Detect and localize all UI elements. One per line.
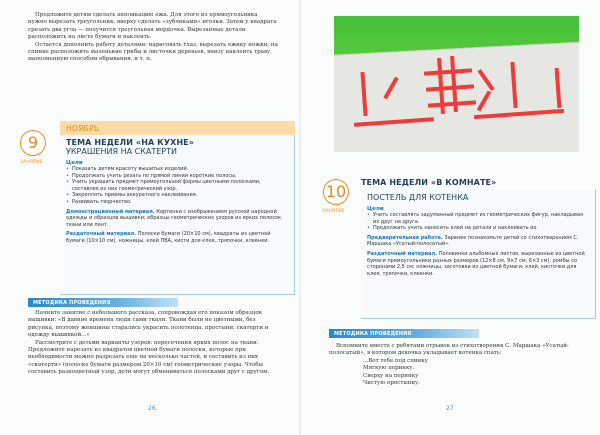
month-banner: НОЯБРЬ (60, 121, 295, 135)
lesson-number: 10 (323, 179, 349, 205)
aim-item: • Закреплять приемы аккуратного наклеивания. (66, 192, 288, 199)
prep-work (367, 235, 589, 248)
intro-paragraph: Предложите детям сделать аппликацию ежа. Для этого из прямоугольника нужно вырезать треугольник, вверху сделать «зубчиками» иголки. Затем у квадрата срезать два угла — получится треугольная мордочка. Вырезанные детали расположить на листе бумаги и наклеить. (28, 12, 277, 41)
lesson-info-box (60, 135, 295, 295)
topic-subtitle: ПОСТЕЛЬ ДЛЯ КОТЕНКА (367, 193, 469, 202)
page-number: 27 (446, 405, 454, 412)
aim-item: • Учить составлять задуманный предмет из геометрических фигур, накладывая их друг на друга. (367, 212, 589, 225)
right-page (301, 0, 600, 435)
topic-header (361, 178, 596, 187)
demo-material (66, 209, 288, 229)
intro-paragraph: Остается дополнить работу деталями: нарисовать глаз, вырезать ежику ножки, на спинке расположить маленькие грибы и листочки деревьев, внизу наклеить траву, выполненную способом обрывания, и т. п. (28, 41, 278, 63)
page-number: 26 (148, 405, 156, 412)
aim-item: • Показать детям красоту вышитых изделий. (66, 166, 288, 173)
topic-title: ТЕМА НЕДЕЛИ «В КОМНАТЕ» (361, 178, 497, 187)
method-heading: МЕТОДИКА ПРОВЕДЕНИЯ (28, 298, 178, 307)
lesson-label: ЗАНЯТИЕ (322, 209, 345, 214)
poem-excerpt (363, 358, 579, 388)
tablecloth-photo (334, 16, 579, 152)
method-paragraph: Начните занятие с небольшого рассказа, сопровождая его показом образцов вышивки: «В давние времена люди сами ткали. Ткани были не цветными, без рисунка, поэтому женщины старались украсить полотенца, простыни, скатерти и одежду вышивкой...» (28, 310, 269, 339)
aim-item: • Развивать творчество. (66, 199, 288, 206)
left-page (0, 0, 299, 435)
demo-material-text: Картинки с изображением русской народной одежды и образцов вышивки; образцы геометрических узоров из ярких полосок ткани или лент. (66, 208, 282, 228)
prep-work-text: Заранее познакомьте детей со стихотворением С. Маршака «Усатый-полосатый». (367, 234, 579, 248)
topic-title: ТЕМА НЕДЕЛИ «НА КУХНЕ» (66, 138, 194, 147)
aim-item: • Продолжать учить резать по прямой линии короткие полосы. (66, 173, 288, 180)
poem-line: ...Вот тебе под спинку (363, 357, 428, 364)
poem-line: Сверху на перинку (363, 372, 419, 379)
lesson-label: ЗАНЯТИЕ (20, 160, 43, 165)
handout-material-label: Раздаточный материал. (367, 250, 438, 257)
demo-material-label: Демонстрационный материал. (66, 208, 155, 215)
intro-text (28, 12, 278, 64)
method-paragraph: Рассмотрите с детьми варианты узоров: пересечения ярких полос на ткани. Предложите нарезать из квадратов цветной бумаги полоски, которые при необходимости можно разрезать еще на несколько частей, и составить из них «скатерти» (полоске бумаги размером 20×10 см) геометрические узоры. Чтобы составить разноцветный узор, дети могут обмениваться полосками друг с другом. (28, 339, 270, 376)
method-heading: МЕТОДИКА ПРОВЕДЕНИЯ (329, 329, 479, 338)
lesson-number: 9 (20, 130, 46, 156)
method-paragraph: Вспомните вместе с ребятами отрывок из стихотворения С. Маршака «Усатый-полосатый», в котором девочка укладывает котенка спать: (329, 343, 569, 357)
aims-heading: Цели (367, 206, 384, 212)
handout-material (367, 251, 589, 277)
aim-item: • Учить украшать предмет прямоугольной формы цветными полосками, составляя из них геометрический узор. (66, 179, 288, 192)
method-text (28, 310, 278, 377)
aims-list (367, 212, 589, 232)
handout-material-text: Полоски бумаги (20×10 см), квадраты из цветной бумаги (10×10 см), ножницы, клей ПВА, кисти для клея, тряпочки, клеенки. (66, 231, 271, 244)
handout-material-label: Раздаточный материал. (66, 231, 137, 238)
aims-list (66, 166, 288, 206)
topic-subtitle: УКРАШЕНИЯ НА СКАТЕРТИ (66, 147, 177, 156)
lesson-info-box (361, 189, 596, 319)
poem-line: Мягкую перинку. (363, 365, 415, 372)
aims-heading: Цели (66, 160, 83, 166)
handout-material (66, 231, 288, 244)
poem-line: Чистую простынку. (363, 380, 420, 387)
prep-work-label: Предварительная работа. (367, 234, 443, 241)
handout-material-text: Половинки альбомных листов, вырезанные из цветной бумаги прямоугольники разных размеров (12×8 см, 9×7 см, 6×3 см), ромбы со сторонами 2,5 см; ножницы, заготовки из цветной бумаги, клей, кисточки для клея, тряпочки, клеенки. (367, 250, 585, 277)
method-text (329, 343, 579, 387)
aim-item: • Продолжать учить наносить клей на детали и наклеивать их. (367, 225, 589, 232)
